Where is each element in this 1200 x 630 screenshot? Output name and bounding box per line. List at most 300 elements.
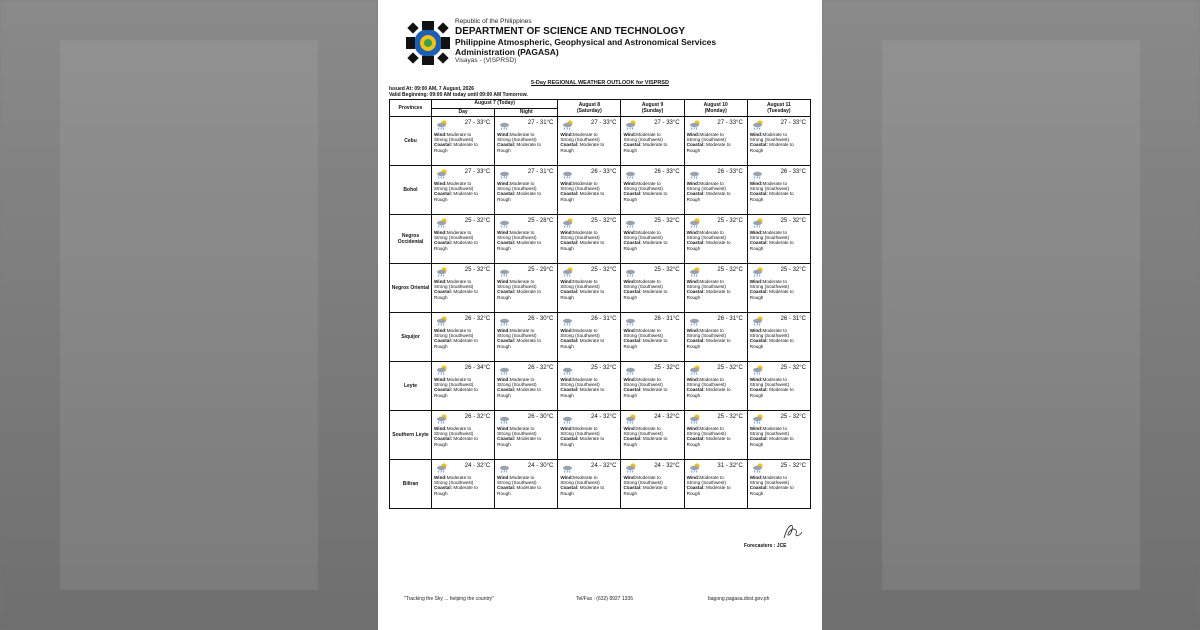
coastal-label: Coastal:: [623, 485, 642, 491]
forecast-cell: [621, 362, 684, 411]
wind-value-2: Strong (Southwest): [434, 480, 474, 486]
wind-label: Wind:: [497, 377, 510, 382]
wind-label: Wind:: [560, 328, 574, 333]
cloudy-rain-icon: [625, 169, 637, 179]
coastal-value-2: Rough: [686, 490, 701, 496]
cloudy-rain-icon: [499, 169, 511, 179]
document-page: [378, 0, 822, 630]
coastal-value: Moderate to: [641, 436, 668, 442]
province-name: Negros Occidental: [390, 215, 432, 264]
partly-cloudy-rain-icon: [689, 218, 701, 228]
wind-label: Wind:: [560, 132, 574, 137]
wind-value: Moderate to: [636, 377, 661, 382]
forecast-description: [432, 131, 494, 153]
coastal-label: Coastal:: [686, 485, 705, 491]
wind-label: Wind:: [749, 377, 763, 382]
forecast-description: [685, 229, 747, 251]
coastal-label: Coastal:: [560, 191, 579, 197]
wind-label: Wind:: [434, 426, 447, 431]
forecast-description: [432, 327, 494, 349]
wind-value: Moderate to: [762, 132, 788, 137]
wind-value-2: Strong (Southwest): [749, 137, 790, 143]
forecast-cell: [495, 264, 558, 313]
coastal-value: Moderate to: [767, 436, 794, 442]
temperature-range: 24 - 32°C: [654, 414, 680, 420]
partly-cloudy-rain-icon: [752, 218, 764, 228]
forecast-description: [558, 229, 620, 251]
temperature-range: 25 - 32°C: [591, 218, 617, 224]
temperature-range: 24 - 32°C: [654, 463, 680, 469]
forecast-description: [748, 278, 810, 300]
coastal-value: Moderate to: [767, 191, 794, 197]
temperature-range: 25 - 32°C: [464, 267, 491, 273]
forecast-cell: [621, 313, 684, 362]
coastal-value-2: Rough: [434, 490, 448, 496]
coastal-value-2: Rough: [434, 196, 448, 202]
wind-value-2: Strong (Southwest): [497, 284, 537, 290]
wind-value: Moderate to: [573, 328, 598, 333]
coastal-value: Moderate to: [767, 338, 794, 344]
temperature-range: 27 - 31°C: [527, 169, 554, 175]
temperature-range: 25 - 28°C: [527, 218, 554, 224]
coastal-label: Coastal:: [749, 289, 768, 295]
wind-label: Wind:: [749, 132, 763, 137]
forecast-description: [685, 327, 747, 349]
coastal-label: Coastal:: [749, 338, 768, 344]
letterhead: [405, 18, 805, 70]
forecast-cell: [495, 166, 558, 215]
coastal-label: Coastal:: [686, 387, 705, 393]
footer-website: bagong.pagasa.dost.gov.ph: [708, 596, 770, 602]
forecast-description: [621, 180, 683, 202]
cloudy-rain-icon: [499, 267, 511, 277]
coastal-value-2: Rough: [749, 490, 764, 496]
temperature-range: 26 - 31°C: [654, 316, 680, 322]
forecast-description: [621, 425, 683, 447]
forecast-description: [495, 229, 557, 251]
coastal-label: Coastal:: [497, 338, 516, 344]
wind-value-2: Strong (Southwest): [497, 431, 537, 437]
partly-cloudy-rain-icon: [689, 414, 701, 424]
coastal-value: Moderate to: [515, 387, 542, 393]
wind-value-2: Strong (Southwest): [686, 137, 726, 143]
temperature-range: 25 - 32°C: [780, 463, 806, 469]
coastal-label: Coastal:: [560, 240, 579, 246]
day-header: August 11 (Tuesday): [747, 100, 810, 117]
forecast-description: [495, 425, 557, 447]
forecast-cell: [747, 362, 810, 411]
temperature-range: 26 - 32°C: [527, 365, 554, 371]
partly-cloudy-rain-icon: [752, 365, 764, 375]
coastal-value-2: Rough: [560, 196, 574, 202]
valid-beginning: Valid Beginning: 09:00 AM today until 09:00 AM Tomorrow.: [389, 92, 528, 98]
forecast-description: [432, 425, 494, 447]
wind-value-2: Strong (Southwest): [686, 186, 726, 192]
temperature-range: 27 - 33°C: [717, 120, 743, 126]
wind-value: Moderate to: [762, 377, 788, 382]
coastal-value: Moderate to: [578, 142, 605, 148]
wind-value: Moderate to: [509, 426, 535, 431]
coastal-label: Coastal:: [686, 142, 705, 148]
partly-cloudy-rain-icon: [562, 267, 574, 277]
coastal-value-2: Rough: [749, 147, 764, 153]
temperature-range: 26 - 34°C: [464, 365, 491, 371]
cloudy-rain-icon: [689, 316, 701, 326]
forecast-description: [558, 278, 620, 300]
coastal-value-2: Rough: [434, 441, 448, 447]
coastal-value: Moderate to: [578, 436, 605, 442]
coastal-value-2: Rough: [560, 441, 574, 447]
wind-label: Wind:: [686, 279, 700, 284]
wind-value: Moderate to: [573, 230, 598, 235]
wind-label: Wind:: [686, 132, 700, 137]
coastal-label: Coastal:: [497, 485, 516, 491]
coastal-value: Moderate to: [767, 387, 794, 393]
wind-label: Wind:: [686, 377, 700, 382]
footer-tagline: "Tracking the Sky ... helping the country": [404, 596, 494, 602]
wind-value: Moderate to: [509, 475, 535, 480]
partly-cloudy-rain-icon: [625, 463, 637, 473]
coastal-label: Coastal:: [623, 191, 642, 197]
partly-cloudy-rain-icon: [625, 414, 637, 424]
temperature-range: 26 - 30°C: [527, 414, 554, 420]
wind-label: Wind:: [686, 328, 700, 333]
forecast-description: [495, 278, 557, 300]
letterhead-text: [455, 18, 716, 64]
wind-value-2: Strong (Southwest): [560, 431, 600, 437]
wind-value-2: Strong (Southwest): [497, 186, 537, 192]
wind-value: Moderate to: [636, 132, 661, 137]
coastal-value: Moderate to: [641, 485, 668, 491]
temperature-range: 25 - 32°C: [780, 267, 806, 273]
coastal-value-2: Rough: [686, 441, 701, 447]
day-subheader: Day: [432, 109, 495, 117]
coastal-value-2: Rough: [434, 245, 448, 251]
temperature-range: 25 - 32°C: [591, 267, 617, 273]
coastal-value: Moderate to: [452, 387, 478, 393]
region-label: Visayas - (VISPRSD): [455, 57, 517, 64]
forecast-cell: [747, 117, 810, 166]
wind-value: Moderate to: [699, 426, 724, 431]
forecast-table: [389, 99, 811, 509]
temperature-range: 25 - 32°C: [654, 267, 680, 273]
wind-value-2: Strong (Southwest): [560, 235, 600, 241]
forecast-cell: [621, 117, 684, 166]
agency-name-line2: Administration (PAGASA): [455, 47, 559, 57]
wind-label: Wind:: [560, 279, 574, 284]
wind-value: Moderate to: [636, 475, 661, 480]
wind-label: Wind:: [686, 475, 700, 480]
coastal-value: Moderate to: [578, 485, 605, 491]
forecast-description: [748, 425, 810, 447]
temperature-range: 25 - 32°C: [717, 365, 743, 371]
coastal-value-2: Rough: [497, 392, 511, 398]
coastal-value-2: Rough: [623, 294, 638, 300]
wind-value: Moderate to: [762, 328, 788, 333]
forecast-cell: [621, 411, 684, 460]
wind-label: Wind:: [560, 377, 574, 382]
coastal-label: Coastal:: [623, 240, 642, 246]
wind-value: Moderate to: [509, 328, 535, 333]
coastal-label: Coastal:: [434, 387, 453, 393]
coastal-label: Coastal:: [623, 142, 642, 148]
coastal-value-2: Rough: [434, 343, 448, 349]
wind-value-2: Strong (Southwest): [560, 284, 600, 290]
coastal-label: Coastal:: [623, 387, 642, 393]
temperature-range: 25 - 32°C: [654, 218, 680, 224]
wind-value: Moderate to: [509, 230, 535, 235]
wind-value-2: Strong (Southwest): [686, 284, 726, 290]
coastal-value: Moderate to: [452, 485, 478, 491]
pagasa-seal-icon: [405, 20, 451, 66]
forecast-cell: [432, 460, 495, 509]
forecast-cell: [432, 215, 495, 264]
province-name: Leyte: [390, 362, 432, 411]
agency-name-line1: Philippine Atmospheric, Geophysical and Astronomical Services: [455, 37, 717, 47]
coastal-value-2: Rough: [497, 441, 511, 447]
temperature-range: 26 - 33°C: [654, 169, 680, 175]
coastal-value-2: Rough: [623, 196, 638, 202]
issued-at: Issued At: 09:00 AM, 7 August, 2026: [389, 86, 475, 92]
wind-label: Wind:: [623, 475, 637, 480]
wind-value: Moderate to: [509, 132, 535, 137]
forecast-cell: [747, 215, 810, 264]
coastal-value-2: Rough: [434, 392, 448, 398]
wind-label: Wind:: [686, 426, 700, 431]
coastal-label: Coastal:: [434, 485, 453, 491]
forecast-description: [432, 474, 494, 496]
province-name: Bohol: [390, 166, 432, 215]
forecast-description: [558, 327, 620, 349]
temperature-range: 27 - 33°C: [464, 169, 491, 175]
forecast-description: [748, 474, 810, 496]
table-row: [390, 313, 811, 362]
cloudy-rain-icon: [625, 365, 637, 375]
coastal-value-2: Rough: [686, 392, 701, 398]
forecast-cell: [684, 362, 747, 411]
coastal-label: Coastal:: [686, 436, 705, 442]
forecast-description: [495, 474, 557, 496]
wind-value-2: Strong (Southwest): [686, 480, 726, 486]
forecast-description: [621, 474, 683, 496]
forecast-cell: [432, 313, 495, 362]
coastal-value: Moderate to: [767, 240, 794, 246]
partly-cloudy-rain-icon: [752, 267, 764, 277]
forecast-description: [685, 180, 747, 202]
forecast-description: [621, 376, 683, 398]
wind-value: Moderate to: [446, 279, 472, 284]
cloudy-rain-icon: [562, 169, 574, 179]
partly-cloudy-rain-icon: [436, 267, 448, 277]
forecast-cell: [684, 166, 747, 215]
wind-value: Moderate to: [699, 475, 724, 480]
wind-label: Wind:: [497, 132, 510, 137]
coastal-value-2: Rough: [623, 392, 638, 398]
forecast-cell: [747, 166, 810, 215]
wind-value-2: Strong (Southwest): [560, 333, 600, 339]
provinces-header: Provinces: [390, 100, 432, 117]
coastal-value-2: Rough: [434, 147, 448, 153]
forecast-cell: [747, 411, 810, 460]
partly-cloudy-rain-icon: [752, 120, 764, 130]
wind-value-2: Strong (Southwest): [497, 137, 537, 143]
forecast-cell: [495, 215, 558, 264]
forecast-cell: [621, 264, 684, 313]
coastal-value-2: Rough: [560, 147, 574, 153]
temperature-range: 25 - 32°C: [780, 218, 806, 224]
wind-value: Moderate to: [636, 230, 661, 235]
coastal-value-2: Rough: [497, 294, 511, 300]
table-row: [390, 460, 811, 509]
coastal-value: Moderate to: [452, 191, 478, 197]
cloudy-rain-icon: [499, 120, 511, 130]
temperature-range: 25 - 32°C: [780, 365, 806, 371]
coastal-value: Moderate to: [578, 191, 605, 197]
wind-value: Moderate to: [509, 181, 535, 186]
partly-cloudy-rain-icon: [752, 414, 764, 424]
forecast-description: [748, 180, 810, 202]
cloudy-rain-icon: [562, 365, 574, 375]
wind-value-2: Strong (Southwest): [434, 431, 474, 437]
temperature-range: 25 - 32°C: [717, 414, 743, 420]
coastal-value: Moderate to: [452, 338, 478, 344]
wind-value: Moderate to: [636, 279, 661, 284]
coastal-label: Coastal:: [749, 436, 768, 442]
forecast-description: [621, 327, 683, 349]
coastal-label: Coastal:: [623, 338, 642, 344]
forecast-cell: [558, 215, 621, 264]
wind-value: Moderate to: [636, 426, 661, 431]
forecast-cell: [558, 313, 621, 362]
wind-value: Moderate to: [573, 279, 598, 284]
wind-label: Wind:: [623, 279, 637, 284]
republic-label: Republic of the Philippines: [455, 18, 532, 25]
wind-value-2: Strong (Southwest): [686, 235, 726, 241]
cloudy-rain-icon: [625, 218, 637, 228]
coastal-label: Coastal:: [560, 387, 579, 393]
coastal-value: Moderate to: [704, 436, 731, 442]
coastal-label: Coastal:: [560, 289, 579, 295]
forecast-cell: [684, 117, 747, 166]
coastal-value: Moderate to: [767, 142, 794, 148]
forecast-description: [685, 278, 747, 300]
forecast-cell: [747, 313, 810, 362]
cloudy-rain-icon: [562, 414, 574, 424]
wind-value: Moderate to: [762, 426, 788, 431]
wind-label: Wind:: [434, 475, 447, 480]
forecast-description: [432, 180, 494, 202]
coastal-value: Moderate to: [515, 485, 542, 491]
temperature-range: 25 - 32°C: [780, 414, 806, 420]
temperature-range: 27 - 33°C: [780, 120, 806, 126]
coastal-label: Coastal:: [497, 191, 516, 197]
coastal-label: Coastal:: [497, 387, 516, 393]
partly-cloudy-rain-icon: [436, 414, 448, 424]
coastal-value: Moderate to: [641, 338, 668, 344]
forecast-cell: [621, 215, 684, 264]
wind-value-2: Strong (Southwest): [497, 333, 537, 339]
coastal-label: Coastal:: [749, 142, 768, 148]
coastal-label: Coastal:: [560, 436, 579, 442]
temperature-range: 24 - 30°C: [527, 463, 554, 469]
night-subheader: Night: [495, 109, 558, 117]
wind-value: Moderate to: [446, 426, 472, 431]
forecast-description: [495, 376, 557, 398]
forecast-description: [495, 180, 557, 202]
wind-value: Moderate to: [636, 181, 661, 186]
partly-cloudy-rain-icon: [436, 218, 448, 228]
province-name: Negros Oriental: [390, 264, 432, 313]
cloudy-rain-icon: [499, 218, 511, 228]
coastal-value-2: Rough: [560, 392, 574, 398]
wind-label: Wind:: [749, 230, 763, 235]
coastal-value: Moderate to: [641, 240, 668, 246]
coastal-value: Moderate to: [452, 436, 478, 442]
coastal-label: Coastal:: [686, 240, 705, 246]
forecast-cell: [684, 411, 747, 460]
wind-label: Wind:: [434, 279, 447, 284]
table-row: [390, 411, 811, 460]
wind-value-2: Strong (Southwest): [686, 333, 726, 339]
temperature-range: 27 - 33°C: [654, 120, 680, 126]
temperature-range: 26 - 31°C: [591, 316, 617, 322]
wind-value: Moderate to: [446, 475, 472, 480]
coastal-value: Moderate to: [767, 485, 794, 491]
coastal-value-2: Rough: [497, 490, 511, 496]
forecast-description: [432, 278, 494, 300]
partly-cloudy-rain-icon: [436, 463, 448, 473]
cloudy-rain-icon: [499, 414, 511, 424]
forecast-cell: [495, 117, 558, 166]
wind-label: Wind:: [560, 181, 574, 186]
wind-label: Wind:: [497, 426, 510, 431]
coastal-label: Coastal:: [560, 338, 579, 344]
day-header: August 8 (Saturday): [558, 100, 621, 117]
partly-cloudy-rain-icon: [436, 316, 448, 326]
wind-value: Moderate to: [573, 377, 598, 382]
forecast-cell: [432, 166, 495, 215]
coastal-value-2: Rough: [497, 147, 511, 153]
wind-label: Wind:: [560, 426, 574, 431]
wind-value-2: Strong (Southwest): [497, 480, 537, 486]
coastal-value: Moderate to: [641, 142, 668, 148]
temperature-range: 27 - 31°C: [527, 120, 554, 126]
coastal-label: Coastal:: [686, 338, 705, 344]
coastal-value: Moderate to: [515, 191, 542, 197]
background-blur-right: [822, 0, 1200, 630]
wind-value-2: Strong (Southwest): [749, 333, 790, 339]
wind-value: Moderate to: [573, 475, 598, 480]
partly-cloudy-rain-icon: [689, 365, 701, 375]
footer-telfax: Tel/Fax : (632) 8927 1335: [576, 596, 633, 602]
wind-label: Wind:: [623, 132, 637, 137]
coastal-label: Coastal:: [434, 436, 453, 442]
wind-value-2: Strong (Southwest): [434, 235, 474, 241]
coastal-label: Coastal:: [686, 191, 705, 197]
wind-value-2: Strong (Southwest): [623, 480, 663, 486]
wind-value-2: Strong (Southwest): [623, 186, 663, 192]
temperature-range: 24 - 32°C: [464, 463, 491, 469]
table-row: [390, 215, 811, 264]
wind-label: Wind:: [497, 230, 510, 235]
forecast-description: [685, 376, 747, 398]
wind-value: Moderate to: [446, 377, 472, 382]
forecast-cell: [684, 460, 747, 509]
coastal-value-2: Rough: [749, 392, 764, 398]
wind-label: Wind:: [623, 426, 637, 431]
wind-value: Moderate to: [699, 230, 724, 235]
coastal-value: Moderate to: [452, 289, 478, 295]
